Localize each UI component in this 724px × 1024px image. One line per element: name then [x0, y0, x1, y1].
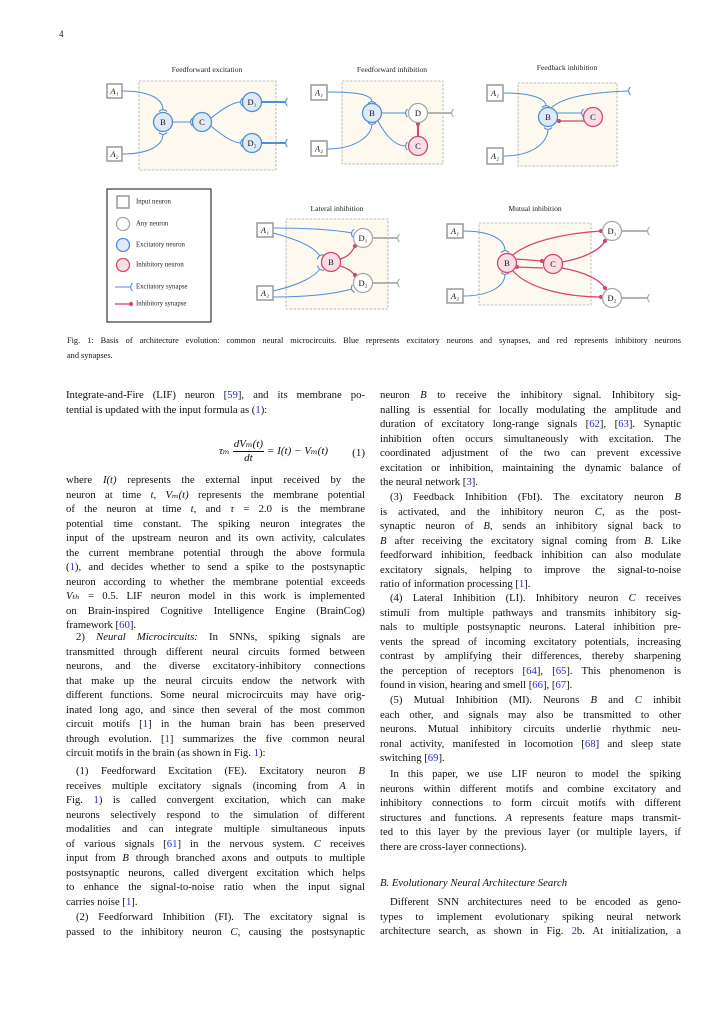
text-line [66, 604, 365, 619]
paragraph-lateral-inhibition [380, 591, 681, 693]
citation-link[interactable]: 61 [166, 837, 178, 850]
node-label: D₁ [607, 226, 617, 236]
text-run: receives multiple excitatory signals (incoming from [66, 779, 340, 792]
text-run: (3) Feedback Inhibition (FbI). The excitatory neuron [390, 491, 675, 503]
text-run: passed to the inhibitory neuron [66, 925, 231, 938]
text-run: In SNNs, spiking signals are [197, 631, 365, 643]
text-line [380, 577, 681, 592]
text-line [66, 531, 365, 546]
caption-line: and synapses. [67, 350, 113, 360]
node-label: B [160, 117, 166, 127]
node-label: D [414, 108, 422, 118]
equation-denominator: dt [244, 452, 253, 464]
text-run: , sends an inhibitory signal back to [489, 520, 681, 532]
text-line [380, 606, 681, 621]
node-label: D₁ [358, 233, 368, 243]
text-line [66, 895, 365, 910]
text-line [66, 703, 365, 718]
text-run: of the neuron at time [66, 503, 191, 515]
text-line [380, 722, 681, 737]
text-run: of various signals [ [66, 837, 167, 850]
text-line [380, 796, 681, 811]
text-run: to enhance the signal-to-noise ratio when the input signal [66, 881, 365, 893]
text-line [380, 432, 681, 447]
text-line [66, 808, 365, 823]
text-run: neurons within different motifs and combine excitatory and [380, 782, 681, 795]
node-label: C [415, 141, 421, 151]
citation-link[interactable]: 1 [93, 794, 99, 806]
text-run: In this paper, we use LIF neuron to model the spiking [390, 768, 681, 780]
text-run: the perception of receptors [ [380, 664, 527, 677]
equation-number: (1) [352, 447, 365, 459]
text-run: nalling is essential for locally modulating the amplitude and [380, 403, 681, 416]
math-variable: Vₘ(t) [165, 488, 189, 501]
text-run: excitation or inhibition, maintaining the dynamic balance of [380, 461, 681, 474]
text-run: through branched axons and outputs to multiple [128, 852, 365, 864]
node-label: A₂ [450, 291, 460, 301]
text-run: = 0.5. LIF neuron model in this work is implemented [79, 590, 365, 602]
paragraph-feedforward-excitation [66, 764, 365, 909]
text-run: Integrate-and-Fire (LIF) neuron [ [66, 389, 228, 401]
text-run: stimuli from multiple pathways and transmits inhibitory sig- [380, 606, 681, 619]
text-run: inhibition often occurs simultaneously with excitation. The [380, 432, 681, 445]
panel-title: Feedforward inhibition [356, 65, 428, 74]
node-label: A₂ [490, 151, 500, 161]
text-line [380, 910, 681, 925]
left-column [66, 0, 368, 1024]
paragraph-neural-microcircuits [66, 630, 365, 761]
text-line [66, 388, 365, 403]
paragraph-this-paper [380, 767, 681, 854]
text-line [66, 630, 365, 645]
text-run: ted to this layer by the previous layer (or multiple layers, if [380, 826, 681, 838]
text-run: potential time constant. The spiking neuron integrates the [66, 517, 365, 530]
text-line [66, 688, 365, 703]
text-line [380, 825, 681, 840]
page-number: 4 [59, 29, 64, 39]
citation-link[interactable]: 60 [119, 619, 130, 631]
text-run: found in vision, hearing and smell [ [380, 679, 533, 691]
text-run: ] summarizes the five common neural [169, 732, 365, 745]
text-line [66, 674, 365, 689]
text-line [66, 925, 365, 940]
text-line [66, 822, 365, 837]
math-variable: I(t) [102, 474, 117, 486]
legend-label: Inhibitory neuron [136, 261, 184, 269]
text-line [380, 767, 681, 782]
text-run: contrast by amplifying their differences, thereby sharpening [380, 650, 681, 662]
text-line [66, 866, 365, 881]
node-label: C [590, 112, 596, 122]
text-run: neurons, and the diverse excitatory-inhibitory connections [66, 660, 365, 672]
text-line [380, 388, 681, 403]
equation-lhs: τₘ [219, 445, 230, 458]
citation-link[interactable]: 3 [466, 476, 472, 488]
math-variable: τ [230, 503, 235, 515]
node-label: D₂ [358, 278, 368, 288]
node-label: A₂ [314, 143, 324, 154]
text-run: there are cross-layer connections). [380, 840, 527, 853]
text-run: ]. [129, 619, 137, 631]
math-variable: B [122, 852, 129, 864]
text-line [66, 589, 365, 604]
text-line [66, 473, 365, 488]
paragraph-lif-intro [66, 388, 365, 417]
math-variable: C [230, 925, 238, 938]
text-line [380, 635, 681, 650]
text-line [66, 779, 365, 794]
text-line [380, 649, 681, 664]
text-run: neuron at time [66, 488, 151, 501]
node-label: A₁ [490, 88, 500, 98]
text-run: the neural network [ [380, 476, 467, 488]
equation-numerator: dVₘ(t) [233, 438, 264, 450]
text-run: switching [ [380, 752, 428, 764]
citation-link[interactable]: 64 [526, 664, 537, 677]
citation-link[interactable]: 69 [427, 752, 439, 764]
text-run: ] in the nervous system. [177, 837, 314, 850]
text-run: neurons selectively respond to the simulation of different [66, 808, 365, 821]
text-run: , as the post- [601, 505, 681, 518]
text-line [66, 717, 365, 732]
math-variable: B [483, 520, 490, 532]
citation-link[interactable]: 1 [69, 561, 75, 573]
text-run: framework [ [66, 619, 120, 631]
text-run: receives [635, 592, 681, 604]
citation-link[interactable]: 1 [164, 732, 170, 745]
paragraph-lif-description [66, 473, 365, 633]
node-label: B [328, 257, 334, 267]
text-run: nals to multiple postsynaptic neurons. Lateral inhibition pre- [380, 621, 681, 633]
text-run: through evolution. [ [66, 732, 165, 745]
panel-title: Feedforward excitation [171, 65, 243, 74]
paragraph-feedforward-inhibition [66, 910, 365, 939]
text-run: ] in the human brain has been preserved [148, 718, 366, 730]
node-label: B [545, 112, 551, 122]
text-run: represents the external input received by the [116, 474, 366, 486]
text-line [66, 746, 365, 761]
section-heading: B. Evolutionary Neural Architecture Search [380, 877, 568, 889]
node-label: A₁ [450, 226, 460, 236]
citation-link[interactable]: 63 [618, 418, 629, 430]
legend-label: Any neuron [136, 220, 169, 228]
math-variable: B [380, 534, 387, 547]
text-line [380, 563, 681, 578]
citation-link[interactable]: 59 [227, 389, 238, 401]
math-variable: B [420, 389, 427, 401]
text-run: b. At initialization, a [576, 925, 682, 937]
math-variable: B [358, 765, 365, 777]
node-label: D₂ [607, 293, 617, 303]
text-line [380, 505, 681, 520]
text-run: inated long ago, and since then several of the most common [66, 703, 365, 716]
text-run: ], [ [536, 664, 556, 677]
equation-rhs: = I(t) − Vₘ(t) [267, 445, 329, 458]
text-run: that make up the neural circuits endow the network with [66, 674, 365, 687]
text-run: synaptic neuron of [380, 520, 484, 532]
text-run: ratio of information processing [ [380, 578, 519, 590]
citation-link[interactable]: 2 [571, 925, 577, 937]
text-line [66, 659, 365, 674]
text-run: ]. [566, 679, 573, 691]
text-line [380, 519, 681, 534]
text-line [380, 840, 681, 855]
text-line [380, 534, 681, 549]
paragraph-feedback-inhibition [380, 490, 681, 592]
math-variable: A [339, 779, 346, 792]
text-run: input from [66, 852, 123, 864]
text-line [66, 793, 365, 808]
text-run: 2) [76, 631, 97, 643]
text-run: to receive the inhibitory signal. Inhibitory sig- [426, 389, 681, 401]
node-label: A₂ [110, 149, 119, 159]
text-line [66, 910, 365, 925]
text-line [66, 851, 365, 866]
citation-link[interactable]: 68 [584, 737, 596, 750]
text-run: after receiving the excitatory signal coming from [386, 534, 645, 547]
text-line [380, 751, 681, 766]
math-variable: A [505, 811, 513, 824]
text-run: postsynaptic neurons, called divergent excitation which helps [66, 866, 365, 879]
text-line [66, 560, 365, 575]
text-run: modalities and can integrate multiple simultaneous inputs [66, 823, 365, 835]
text-run: neuron [380, 389, 421, 401]
text-run: inhibitory connections to form circuit motifs with different [380, 797, 681, 809]
text-run: ( [66, 561, 70, 573]
text-run: ): [258, 747, 266, 759]
text-line [66, 837, 365, 852]
node-label: A₂ [260, 288, 270, 298]
text-run: ]. [438, 752, 445, 764]
text-run: architecture search, as shown in Fig. [380, 925, 572, 937]
paragraph-feedforward-inhibition-cont [380, 388, 681, 490]
text-run: , and [193, 503, 231, 515]
legend-label: Input neuron [136, 198, 171, 206]
text-run: types to implement evolutionary spiking neural network [380, 910, 681, 923]
text-run: (1) Feedforward Excitation (FE). Excitatory neuron [76, 765, 359, 777]
node-label: C [550, 259, 556, 269]
text-run: receives [320, 837, 365, 850]
math-variable: Vₜₕ [66, 590, 80, 602]
citation-link[interactable]: 1 [253, 747, 259, 759]
text-line [380, 924, 681, 939]
text-line [380, 446, 681, 461]
text-run: circuit motifs in the brain (as shown in Fig. [66, 747, 254, 759]
text-line [66, 764, 365, 779]
node-label: B [369, 108, 375, 118]
citation-link[interactable]: 1 [518, 578, 525, 590]
text-line [66, 517, 365, 532]
text-run: coordinated adjustment of the two can prevent excessive [380, 447, 681, 459]
text-line [380, 664, 681, 679]
paragraph-evolutionary-nas [380, 895, 681, 939]
text-run: carries noise [ [66, 895, 126, 908]
text-run: ], [ [542, 679, 556, 691]
text-run: ]. [131, 895, 138, 908]
paragraph-mutual-inhibition [380, 693, 681, 766]
text-line [380, 620, 681, 635]
text-run: feedforward inhibition, feedback inhibition can also modulate [380, 549, 681, 561]
text-run: and [596, 694, 635, 706]
text-run: Different SNN architectures need to be encoded as geno- [390, 896, 681, 908]
text-run: ]. [471, 476, 478, 488]
text-run: vents the spread of incoming excitatory potentials, increasing [380, 635, 681, 648]
text-line [66, 546, 365, 561]
text-run: (2) Feedforward Inhibition (FI). The excitatory signal is [76, 911, 365, 923]
citation-link[interactable]: 62 [589, 418, 600, 430]
text-line [380, 895, 681, 910]
citation-link[interactable]: 1 [142, 718, 149, 730]
text-line [66, 488, 365, 503]
node-label: C [199, 117, 205, 127]
text-line [380, 403, 681, 418]
text-run: represents feature maps transmit- [512, 811, 681, 824]
panel-title: Mutual inhibition [508, 204, 562, 213]
text-line [380, 737, 681, 752]
text-line [380, 708, 681, 723]
text-line [380, 548, 681, 563]
panel-title: Feedback inhibition [536, 63, 598, 72]
equation-fraction [233, 438, 264, 465]
legend-label: Excitatory synapse [136, 283, 188, 291]
text-run: different functions. Some neural microcircuits may have orig- [66, 689, 365, 701]
text-line [380, 461, 681, 476]
text-run: tential is updated with the input formula as ( [66, 403, 256, 416]
text-line [380, 811, 681, 826]
text-run: ]. This phenomenon is [566, 664, 681, 677]
text-run: on Brain-inspired Cognitive Intelligence Engine (BrainCog) [66, 604, 365, 617]
citation-link[interactable]: 65 [555, 664, 567, 677]
citation-link[interactable]: 66 [532, 679, 543, 691]
math-variable: C [594, 505, 602, 518]
text-run: ): [260, 403, 268, 416]
text-run: in [345, 779, 365, 792]
citation-link[interactable]: 1 [125, 895, 132, 908]
node-label: A₁ [110, 86, 119, 96]
text-run: circuit motifs [ [66, 718, 143, 730]
text-line [380, 591, 681, 606]
text-run: Fig. [66, 794, 94, 806]
text-line [380, 475, 681, 490]
text-run: neuron according to whether the membrane potential exceeds [66, 575, 365, 588]
text-line [66, 880, 365, 895]
text-line [380, 782, 681, 797]
legend-label: Excitatory neuron [136, 241, 185, 249]
citation-link[interactable]: 67 [555, 679, 567, 691]
text-run: each other, and signals may also be transmitted to other [380, 708, 681, 721]
text-line [380, 678, 681, 693]
text-run: neurons. Mutual inhibitory circuits underlie rhythmic neu- [380, 723, 681, 735]
text-run: ] and sleep state [595, 737, 681, 750]
math-variable: B [590, 694, 597, 706]
text-run: is activated, and the inhibitory neuron [380, 505, 595, 518]
text-line [66, 403, 365, 418]
node-label: B [504, 258, 510, 268]
text-run: where [66, 474, 103, 486]
text-run: ) is called convergent excitation, which can make [98, 794, 366, 806]
node-label: D₂ [247, 138, 257, 148]
text-run: the current membrane potential through the above formula [66, 546, 365, 559]
text-run: ronal activity, manifested in locomotion [ [380, 737, 585, 750]
text-run: ), and decides whether to send a spike to the postsynaptic [74, 561, 365, 573]
math-variable: C [634, 694, 642, 706]
text-run: ], and its membrane po- [237, 389, 365, 401]
text-run: represents the membrane potential [188, 488, 366, 501]
text-run: inhibit [641, 694, 681, 706]
math-variable: C [628, 592, 636, 604]
math-variable: t [190, 503, 194, 515]
text-run: ]. [524, 578, 531, 590]
citation-link[interactable]: 1 [255, 403, 261, 416]
text-run: input of the upstream neuron and its own activity, calculates [66, 532, 365, 544]
caption-line: Fig. 1: Basis of architecture evolution: common neural microcircuits. Blue represents excitatory neurons and synapses, and red represents inhibitory neurons [67, 336, 681, 345]
math-variable: B [674, 491, 681, 503]
text-run: (5) Mutual Inhibition (MI). Neurons [390, 694, 591, 706]
node-label: A₁ [260, 225, 270, 235]
text-run: ], [ [599, 418, 619, 430]
text-line [380, 417, 681, 432]
math-variable: C [313, 837, 321, 850]
panel-title: Lateral inhibition [310, 204, 364, 213]
text-run: , causing the postsynaptic [237, 925, 365, 938]
text-run: excitatory signals, helping to improve the signal-to-noise [380, 563, 681, 576]
legend-label: Inhibitory synapse [136, 300, 187, 308]
text-line [66, 732, 365, 747]
text-run: (4) Lateral Inhibition (LI). Inhibitory neuron [390, 592, 629, 604]
text-line [66, 575, 365, 590]
math-variable: B [644, 534, 651, 547]
text-line [66, 645, 365, 660]
text-run: . Like [650, 534, 681, 547]
text-run: structures and functions. [380, 811, 506, 824]
equation-1 [66, 437, 365, 469]
right-column [380, 0, 681, 1024]
text-run: = 2.0 is the membrane [234, 503, 365, 515]
text-run: transmitted through different neural circuits formed between [66, 645, 365, 658]
text-line [380, 693, 681, 708]
text-line [66, 502, 365, 517]
math-variable: t [150, 488, 154, 501]
text-run: ]. Synaptic [628, 418, 681, 430]
math-variable: Neural Microcircuits: [96, 631, 198, 643]
text-run: duration of excitatory long-range signals [ [380, 418, 590, 430]
node-label: D₁ [247, 97, 257, 107]
text-run: , [153, 488, 166, 501]
node-label: A₁ [314, 87, 324, 98]
text-line [380, 490, 681, 505]
